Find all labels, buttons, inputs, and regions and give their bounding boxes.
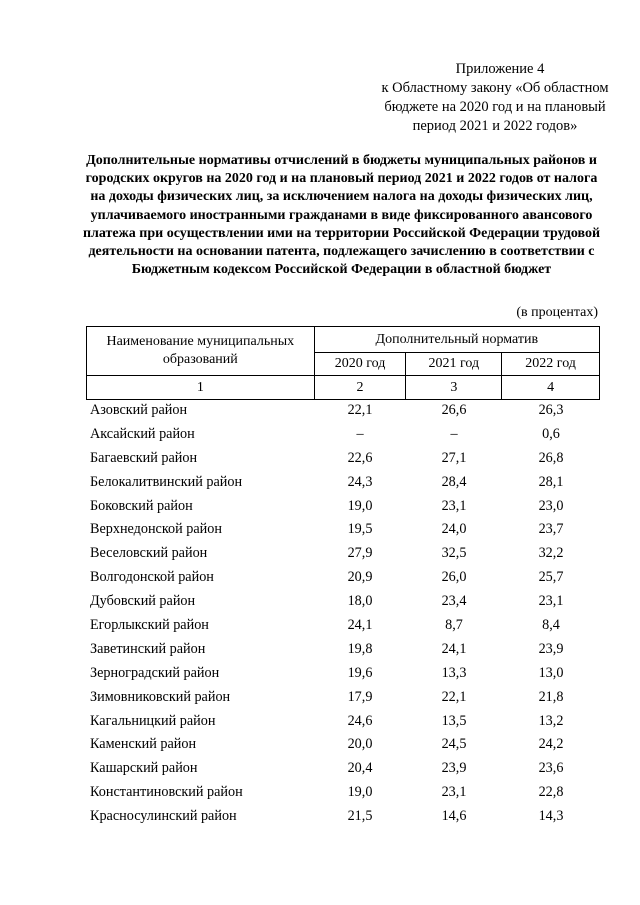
appendix-ref-line1: к Областному закону «Об областном (381, 80, 609, 96)
value-2021: 13,3 (441, 664, 467, 681)
year-header: 2020 год (314, 353, 406, 376)
value-2020: 18,0 (347, 593, 373, 610)
value-2022: 23,0 (538, 497, 564, 514)
appendix-block (345, 60, 640, 136)
value-2022: 14,3 (538, 808, 564, 825)
table-row (86, 589, 600, 613)
value-2022: 32,2 (538, 545, 564, 562)
value-2020: 19,0 (347, 784, 373, 801)
appendix-number: Приложение 4 (455, 61, 545, 77)
value-2021: 24,5 (441, 736, 467, 753)
table-row (86, 613, 600, 637)
col-number: 3 (406, 376, 502, 400)
table-row (86, 494, 600, 518)
value-2020: 19,8 (347, 640, 373, 657)
value-2022: 26,8 (538, 449, 564, 466)
value-2022: 24,2 (538, 736, 564, 753)
appendix-ref-line2: бюджете на 2020 год и на плановый (384, 99, 606, 115)
col-number: 4 (502, 376, 600, 400)
table-row (86, 470, 600, 494)
municipality-name: Каменский район (90, 736, 197, 753)
value-2022: 13,0 (538, 664, 564, 681)
col-number: 2 (314, 376, 406, 400)
table-row (86, 517, 600, 541)
municipality-name: Егорлыкский район (90, 617, 209, 634)
municipality-name: Зерноградский район (90, 664, 220, 681)
value-2022: 21,8 (538, 688, 564, 705)
value-2021: 23,9 (441, 760, 467, 777)
value-2021: 24,1 (441, 640, 467, 657)
value-2022: 0,6 (542, 425, 560, 442)
table-row (86, 804, 600, 828)
value-2021: 23,1 (441, 497, 467, 514)
value-2021: 26,0 (441, 569, 467, 586)
municipality-name: Константиновский район (90, 784, 243, 801)
table-row (86, 637, 600, 661)
value-2022: 13,2 (538, 712, 564, 729)
value-2022: 23,1 (538, 593, 564, 610)
table-row (86, 565, 600, 589)
municipality-name: Волгодонской район (90, 569, 214, 586)
municipality-name: Заветинский район (90, 640, 206, 657)
municipality-name: Белокалитвинский район (90, 473, 243, 490)
table-row (86, 446, 600, 470)
value-2022: 28,1 (538, 473, 564, 490)
municipality-name: Дубовский район (90, 593, 196, 610)
document-title: Дополнительные нормативы отчислений в бюджеты муниципальных районов и городских округов на 2020 год и на плановый период 2021 и 2022 годов от налога на доходы физических лиц, за исключением налога на доходы физических лиц, уплачиваемого иностранными гражданами в виде фиксированного авансового платежа при осуществлении ими на территории Российской Федерации трудовой деятельности на основании патента, подлежащего зачислению в соответствии с Бюджетным кодексом Российской Федерации в областной бюджет (82, 153, 601, 278)
value-2021: 27,1 (441, 449, 467, 466)
value-2021: 32,5 (441, 545, 467, 562)
table-header (86, 326, 600, 400)
value-2022: 26,3 (538, 402, 564, 418)
value-2020: 19,6 (347, 664, 373, 681)
value-2021: 8,7 (445, 617, 463, 634)
table-body (86, 398, 600, 828)
value-2020: 19,0 (347, 497, 373, 514)
value-2021: 13,5 (441, 712, 467, 729)
value-2021: 14,6 (441, 808, 467, 825)
value-2020: 22,6 (347, 449, 373, 466)
municipality-name: Азовский район (90, 402, 188, 418)
value-2020: 24,6 (347, 712, 373, 729)
value-2021: 28,4 (441, 473, 467, 490)
value-2021: 23,4 (441, 593, 467, 610)
value-2020: 20,0 (347, 736, 373, 753)
col-number: 1 (87, 376, 315, 400)
year-header: 2022 год (502, 353, 600, 376)
value-2021: 26,6 (441, 402, 467, 418)
table-row (86, 422, 600, 446)
value-2022: 23,6 (538, 760, 564, 777)
table-row (86, 541, 600, 565)
municipality-name: Веселовский район (90, 545, 208, 562)
municipality-name: Аксайский район (90, 425, 195, 442)
value-2022: 25,7 (538, 569, 564, 586)
value-2020: 24,1 (347, 617, 373, 634)
table-row (86, 685, 600, 709)
year-header: 2021 год (406, 353, 502, 376)
appendix-ref-line3: период 2021 и 2022 годов» (412, 118, 578, 134)
value-2020: 27,9 (347, 545, 373, 562)
value-2021: 23,1 (441, 784, 467, 801)
municipality-name: Боковский район (90, 497, 193, 514)
value-2022: 23,9 (538, 640, 564, 657)
col-name-header: Наименование муниципальных образований (87, 327, 315, 376)
value-2022: 8,4 (542, 617, 560, 634)
table-row (86, 398, 600, 422)
value-2020: 24,3 (347, 473, 373, 490)
municipality-name: Зимовниковский район (90, 688, 231, 705)
municipality-name: Красносулинский район (90, 808, 237, 825)
table-row (86, 709, 600, 733)
value-2020: 22,1 (347, 402, 373, 418)
municipality-name: Кашарский район (90, 760, 198, 777)
value-2020: 17,9 (347, 688, 373, 705)
col-group-header: Дополнительный норматив (314, 327, 599, 353)
municipality-name: Багаевский район (90, 449, 198, 466)
value-2020: 20,9 (347, 569, 373, 586)
value-2021: – (450, 425, 458, 442)
municipality-name: Верхнедонской район (90, 521, 222, 538)
table-row (86, 780, 600, 804)
value-2020: – (356, 425, 364, 442)
value-2021: 24,0 (441, 521, 467, 538)
value-2020: 20,4 (347, 760, 373, 777)
municipality-name: Кагальницкий район (90, 712, 216, 729)
table-row (86, 661, 600, 685)
value-2022: 22,8 (538, 784, 564, 801)
value-2020: 19,5 (347, 521, 373, 538)
value-2022: 23,7 (538, 521, 564, 538)
value-2021: 22,1 (441, 688, 467, 705)
value-2020: 21,5 (347, 808, 373, 825)
table-row (86, 756, 600, 780)
unit-note: (в процентах) (516, 305, 598, 320)
table-row (86, 732, 600, 756)
